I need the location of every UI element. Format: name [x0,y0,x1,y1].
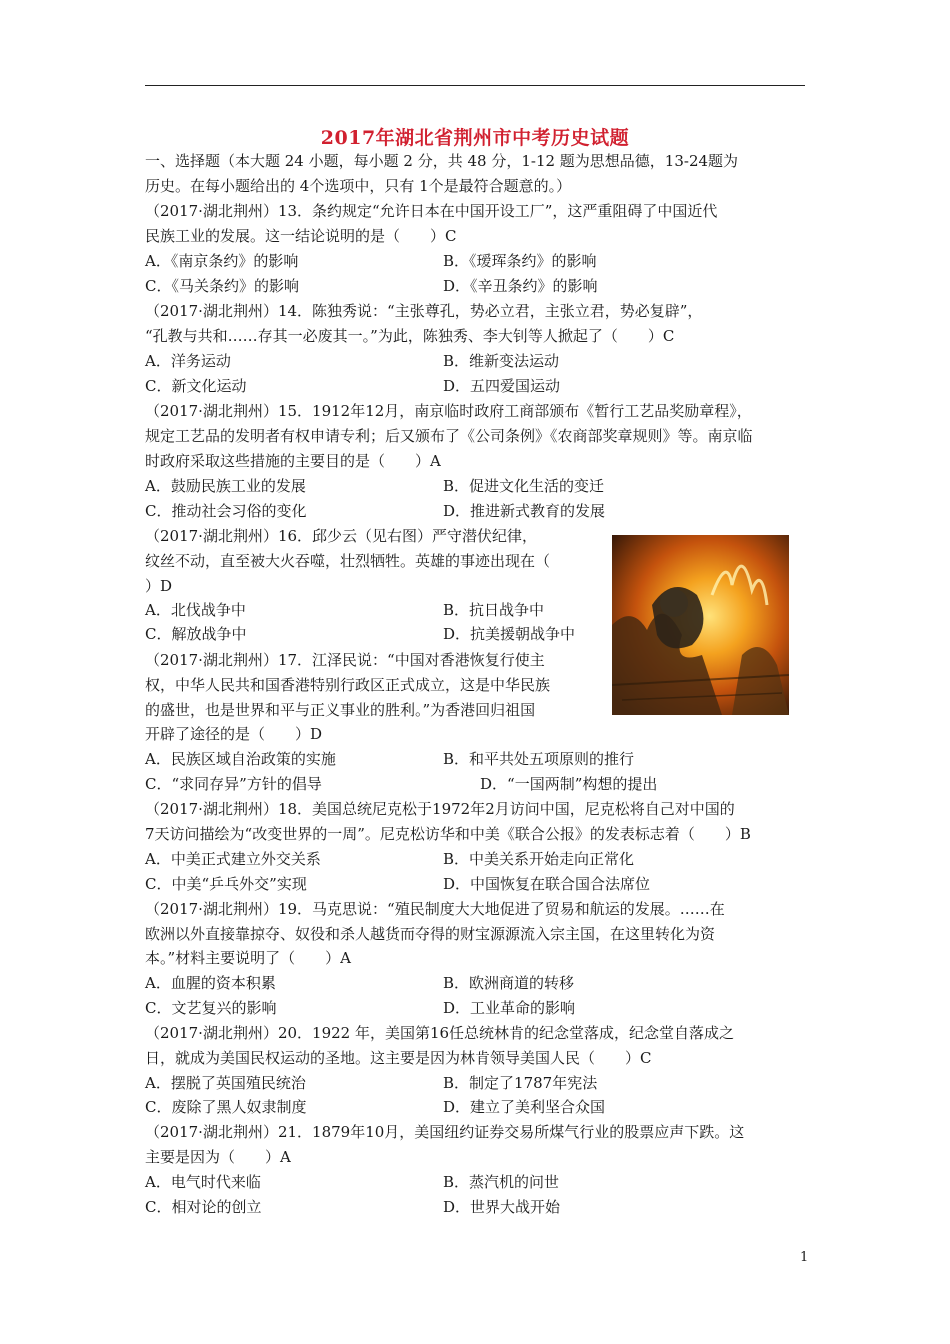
question-19-line: （2017·湖北荆州）19．马克思说：“殖民制度大大地促进了贸易和航运的发展。……在 [145,900,725,918]
intro-line: 历史。在每小题给出的 4个选项中，只有 1个是最符合题意的。） [145,177,572,195]
option-d: D．工业革命的影响 [443,999,576,1017]
question-15-line: 时政府采取这些措施的主要目的是（ ）A [145,452,441,470]
question-16-line: （2017·湖北荆州）16．邱少云（见右图）严守潜伏纪律， [145,527,538,545]
option-d: D．推进新式教育的发展 [443,502,606,520]
page-number: 1 [800,1250,809,1265]
option-a: A．北伐战争中 [145,601,246,619]
question-20-line: （2017·湖北荆州）20．1922 年，美国第16任总统林肯的纪念堂落成，纪念堂自落成之 [145,1024,735,1042]
option-d: D．建立了美利坚合众国 [443,1098,606,1116]
question-20-line: 日，就成为美国民权运动的圣地。这主要是因为林肯领导美国人民（ ）C [145,1049,652,1067]
question-14-line: “孔教与共和……存其一必废其一。”为此，陈独秀、李大钊等人掀起了（ ）C [145,327,675,345]
question-15-line: （2017·湖北荆州）15．1912年12月，南京临时政府工商部颁布《暂行工艺品奖励章程》， [145,402,752,420]
option-c: C．《马关条约》的影响 [145,277,299,295]
option-d: D．中国恢复在联合国合法席位 [443,875,651,893]
question-21-line: 主要是因为（ ）A [145,1148,291,1166]
option-c: C．相对论的创立 [145,1198,262,1216]
header-rule [145,85,805,86]
question-17-line: 权，中华人民共和国香港特别行政区正式成立，这是中华民族 [145,676,551,694]
page-title: 2017年湖北省荆州市中考历史试题 [320,127,630,149]
question-21-line: （2017·湖北荆州）21．1879年10月，美国纽约证券交易所煤气行业的股票应声下跌。这 [145,1123,745,1141]
option-a: A．《南京条约》的影响 [145,252,299,270]
option-c: C．新文化运动 [145,377,247,395]
question-18-line: 7天访问描绘为“改变世界的一周”。尼克松访华和中美《联合公报》的发表标志着（ ）B [145,825,751,843]
question-13-line: （2017·湖北荆州）13．条约规定“允许日本在中国开设工厂”，这严重阻碍了中国近代 [145,202,718,220]
question-19-line: 欧洲以外直接靠掠夺、奴役和杀人越货而夺得的财宝源源流入宗主国，在这里转化为资 [145,925,716,943]
question-15-line: 规定工艺品的发明者有权申请专利；后又颁布了《公司条例》《农商部奖章规则》等。南京临 [145,427,753,445]
option-b: B．蒸汽机的问世 [443,1173,560,1191]
question-13-line: 民族工业的发展。这一结论说明的是（ ）C [145,227,457,245]
option-b: B．抗日战争中 [443,601,545,619]
option-c: C．推动社会习俗的变化 [145,502,307,520]
option-d: D．《辛丑条约》的影响 [443,277,598,295]
option-a: A．电气时代来临 [145,1173,261,1191]
option-a: A．洋务运动 [145,352,231,370]
question-16-line: 纹丝不动，直至被大火吞噬，壮烈牺牲。英雄的事迹出现在（ [145,552,551,570]
option-c: C．废除了黑人奴隶制度 [145,1098,307,1116]
option-b: B．制定了1787年宪法 [443,1074,598,1092]
option-a: A．血腥的资本积累 [145,974,276,992]
question-17-line: （2017·湖北荆州）17．江泽民说：“中国对香港恢复行使主 [145,651,545,669]
option-a: A．民族区域自治政策的实施 [145,750,336,768]
option-b: B．促进文化生活的变迁 [443,477,605,495]
option-a: A．摆脱了英国殖民统治 [145,1074,306,1092]
intro-line: 一、选择题（本大题 24 小题，每小题 2 分，共 48 分，1-12 题为思想品德，13-24题为 [145,152,739,170]
option-d: D．五四爱国运动 [443,377,561,395]
question-17-line: 的盛世，也是世界和平与正义事业的胜利。”为香港回归祖国 [145,701,536,719]
option-c: C．解放战争中 [145,625,247,643]
question-18-line: （2017·湖北荆州）18．美国总统尼克松于1972年2月访问中国，尼克松将自己对中国的 [145,800,735,818]
question-19-line: 本。”材料主要说明了（ ）A [145,949,352,967]
qiu-shaoyun-photo [612,535,789,715]
option-c: C．“求同存异”方针的倡导 [145,775,322,793]
option-b: B．《瑷珲条约》的影响 [443,252,597,270]
option-b: B．维新变法运动 [443,352,560,370]
option-c: C．文艺复兴的影响 [145,999,277,1017]
option-b: B．中美关系开始走向正常化 [443,850,635,868]
question-16-line: ）D [145,577,173,595]
question-17-line: 开辟了途径的是（ ）D [145,725,323,743]
option-b: B．欧洲商道的转移 [443,974,575,992]
option-a: A．中美正式建立外交关系 [145,850,321,868]
question-14-line: （2017·湖北荆州）14．陈独秀说：“主张尊孔，势必立君，主张立君，势必复辟”， [145,302,703,320]
option-d: D．“一国两制”构想的提出 [480,775,658,793]
option-b: B．和平共处五项原则的推行 [443,750,635,768]
option-c: C．中美“乒乓外交”实现 [145,875,307,893]
option-a: A．鼓励民族工业的发展 [145,477,306,495]
option-d: D．抗美援朝战争中 [443,625,576,643]
option-d: D．世界大战开始 [443,1198,561,1216]
